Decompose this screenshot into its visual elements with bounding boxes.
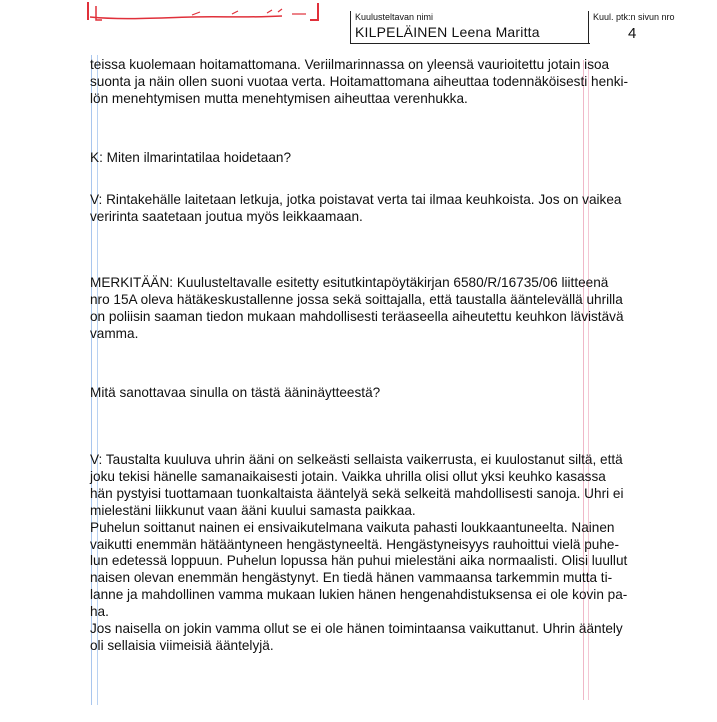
header-name-underline — [350, 43, 590, 44]
page-number-value: 4 — [628, 25, 637, 42]
question-paragraph: K: Miten ilmarintatilaa hoidetaan? — [90, 149, 291, 165]
answer-paragraph: V: Rintakehälle laitetaan letkuja, jotka poistavat verta tai ilmaa keuhkoista. Jos on vaikea veririnta saatetaan joutua myös leikkaamaan. — [90, 191, 622, 224]
note-paragraph: MERKITÄÄN: Kuulusteltavalle esitetty esitutkintapöytäkirjan 6580/R/16735/06 liitteenä nro 15A oleva hätäkeskustallenne jossa sekä soittajalla, että taustalla ääntelevällä uhrilla on poliisin saaman tiedon mukaan mahdollisesti teräaseella aiheutettu keuhkon lävistävä vamma. — [90, 275, 624, 342]
paragraph-1: teissa kuolemaan hoitamattomana. Veriilmarinnassa on yleensä vaurioitettu jotain isoa suonta ja näin ollen suoni vuotaa verta. Hoitamattomana aiheuttaa todennäköisesti henki- lön menehtymisen mutta menehtymisen aiheuttaa verenhukka. — [90, 57, 629, 106]
header-form-box — [350, 11, 705, 44]
header-divider-middle — [588, 11, 589, 44]
page-number-label: Kuul. ptk:n sivun nro — [593, 12, 675, 22]
header-divider-left — [350, 11, 351, 44]
document-body — [90, 57, 680, 655]
name-field-label: Kuulusteltavan nimi — [355, 12, 434, 22]
question-paragraph-2: Mitä sanottavaa sinulla on tästä ääninäytteestä? — [90, 385, 381, 401]
name-field-value: KILPELÄINEN Leena Maritta — [355, 24, 540, 40]
answer-paragraph-2: V: Taustalta kuuluva uhrin ääni on selkeästi sellaista vaikerrusta, ei kuulostanut siltä, että joku tekisi hänelle samanaikaisesti jotain. Vaikka uhrilla olisi ollut yksi keuhko kasassa hän pystyisi tuottamaan tuonkaltaista ääntelyä sekä selkeitä mahdollisesti sanoja. Uhri ei mielestäni liikkunut vaan ääni kuului samasta paikkaa. Puhelun soittanut nainen ei ensivaikutelmana vaikuta pahasti loukkaantuneelta. Nainen vaikutti enemmän hätääntyneen hengästyneeltä. Hengästyneisyys rauhoittui vielä puhe- lun edetessä loppuun. Puhelun lopussa hän puhui mielestäni aika normaalisti. Olisi luullut naisen olevan enemmän hengästynyt. En tiedä hänen vammaansa tarkemmin mutta ti- lanne ja mahdollinen vamma mukaan lukien hänen hengenahdistuksensa ei ole kovin pa- ha. Jos naisella on jokin vamma ollut se ei ole hänen toimintaansa vaikuttanut. Uhrin ääntely oli sellaisia viimeisiä ääntelyjä. — [90, 451, 628, 653]
red-scribble-mark — [82, 0, 322, 22]
